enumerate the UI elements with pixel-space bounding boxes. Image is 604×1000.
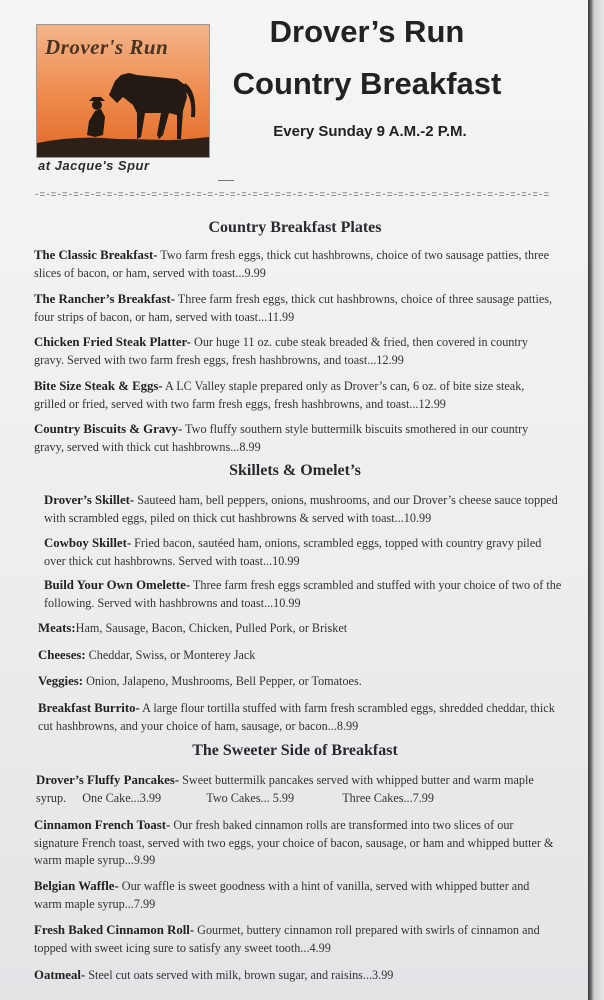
restaurant-name: Drover’s Run — [269, 14, 465, 49]
item-description: Our huge 11 oz. cube steak breaded & fried, then covered in country gravy. Served with two farm fresh eggs, fresh hashbrowns, and toast...12.99 — [34, 335, 528, 367]
item-name: Veggies: — [38, 674, 84, 688]
item-name: The Classic Breakfast- — [34, 248, 158, 262]
item-description: Three farm fresh eggs, thick cut hashbrowns, choice of three sausage patties, four strips of bacon, or ham, served with toast...11.99 — [34, 292, 553, 324]
item-name: The Rancher’s Breakfast- — [34, 292, 175, 306]
item-name: Drover’s Fluffy Pancakes- — [36, 773, 180, 787]
logo-title: Drover's Run — [45, 35, 169, 59]
menu-title: Country Breakfast — [232, 66, 502, 101]
menu-item — [34, 878, 554, 913]
item-description: Gourmet, buttery cinnamon roll prepared with swirls of cinnamon and topped with sweet icing sure to satisfy any sweet tooth...4.99 — [34, 923, 540, 955]
logo-subtitle: at Jacque's Spur — [38, 158, 150, 173]
item-name: Cinnamon French Toast- — [34, 818, 171, 832]
item-name: Cowboy Skillet- — [44, 536, 132, 550]
menu-item — [34, 247, 554, 282]
menu-item — [44, 492, 564, 527]
item-description: Cheddar, Swiss, or Monterey Jack — [85, 648, 256, 662]
menu-item — [34, 334, 554, 369]
price-option: Three Cakes...7.99 — [342, 790, 434, 805]
section-heading-sweeter: The Sweeter Side of Breakfast — [192, 742, 398, 759]
menu-item — [44, 577, 564, 612]
item-name: Cheeses: — [38, 648, 86, 662]
hours-text: Every Sunday 9 A.M.-2 P.M. — [273, 123, 467, 140]
menu-item — [36, 772, 556, 807]
logo-underline — [218, 180, 234, 181]
item-name: Drover’s Skillet- — [44, 493, 135, 507]
menu-item — [34, 378, 554, 413]
item-name: Breakfast Burrito- — [38, 701, 140, 715]
section-heading-skillets: Skillets & Omelet’s — [229, 462, 361, 479]
item-description: Two fluffy southern style buttermilk biscuits smothered in our country gravy, served with thick cut hashbrowns...8.99 — [34, 422, 529, 454]
menu-holder-edge — [588, 0, 604, 1000]
item-name: Oatmeal- — [34, 968, 86, 982]
restaurant-logo — [36, 24, 210, 158]
price-option: One Cake...3.99 — [82, 790, 162, 805]
item-description: Sweet buttermilk pancakes served with whipped butter and warm maple syrup. — [36, 773, 534, 805]
item-name: Meats: — [38, 621, 76, 635]
item-name: Chicken Fried Steak Platter- — [34, 335, 191, 349]
item-name: Belgian Waffle- — [34, 879, 119, 893]
menu-item — [34, 291, 554, 326]
item-description: Fried bacon, sautéed ham, onions, scrambled eggs, topped with country gravy piled over thick cut hashbrowns. Served with toast...10.99 — [44, 536, 542, 568]
item-description: Sauteed ham, bell peppers, onions, mushrooms, and our Drover’s cheese sauce topped with scrambled eggs, piled on thick cut hashbrowns & served with toast...10.99 — [44, 493, 558, 525]
menu-item — [44, 535, 564, 570]
price-option: Two Cakes... 5.99 — [206, 790, 295, 805]
divider-line: -=-=-=-=-=-=-=-=-=-=-=-=-=-=-=-=-=-=-=-=-=-=-=-=-=-=-=-=-=-=-=-=-=-=-=-=-=-=-=-=-=-=-=-=-=-= — [34, 190, 550, 200]
item-description: Three farm fresh eggs scrambled and stuffed with your choice of two of the following. Served with hashbrowns and toast...10.99 — [44, 578, 562, 610]
item-description: Two farm fresh eggs, thick cut hashbrowns, choice of two sausage patties, three slices of bacon, or ham, served with toast...9.99 — [34, 248, 549, 280]
item-description: Ham, Sausage, Bacon, Chicken, Pulled Pork, or Brisket — [75, 621, 348, 635]
item-description: A large flour tortilla stuffed with farm fresh scrambled eggs, shredded cheddar, thick cut hashbrowns, and your choice of ham, sausage, or bacon...8.99 — [38, 701, 555, 733]
menu-item — [34, 967, 554, 985]
menu-item — [38, 647, 558, 665]
menu-item — [34, 421, 554, 456]
item-name: Build Your Own Omelette- — [44, 578, 191, 592]
item-description: A LC Valley staple prepared only as Drover’s can, 6 oz. of bite size steak, grilled or fried, served with two farm fresh eggs, fresh hashbrowns, and toast...12.99 — [34, 379, 525, 411]
item-description: Steel cut oats served with milk, brown sugar, and raisins...3.99 — [85, 968, 394, 982]
item-name: Bite Size Steak & Eggs- — [34, 379, 163, 393]
item-name: Fresh Baked Cinnamon Roll- — [34, 923, 195, 937]
item-description: Our waffle is sweet goodness with a hint of vanilla, served with whipped butter and warm maple syrup...7.99 — [34, 879, 530, 911]
menu-item — [34, 922, 554, 957]
item-description: Onion, Jalapeno, Mushrooms, Bell Pepper, or Tomatoes. — [83, 674, 362, 688]
menu-item — [38, 620, 558, 638]
menu-item — [38, 673, 558, 691]
item-name: Country Biscuits & Gravy- — [34, 422, 183, 436]
menu-item — [38, 700, 558, 735]
item-description: Our fresh baked cinnamon rolls are transformed into two slices of our signature French toast, served with two eggs, your choice of bacon, sausage, or ham and whipped butter & warm maple syrup...9.99 — [34, 818, 554, 867]
section-heading-plates: Country Breakfast Plates — [208, 219, 382, 236]
menu-item — [34, 817, 554, 870]
